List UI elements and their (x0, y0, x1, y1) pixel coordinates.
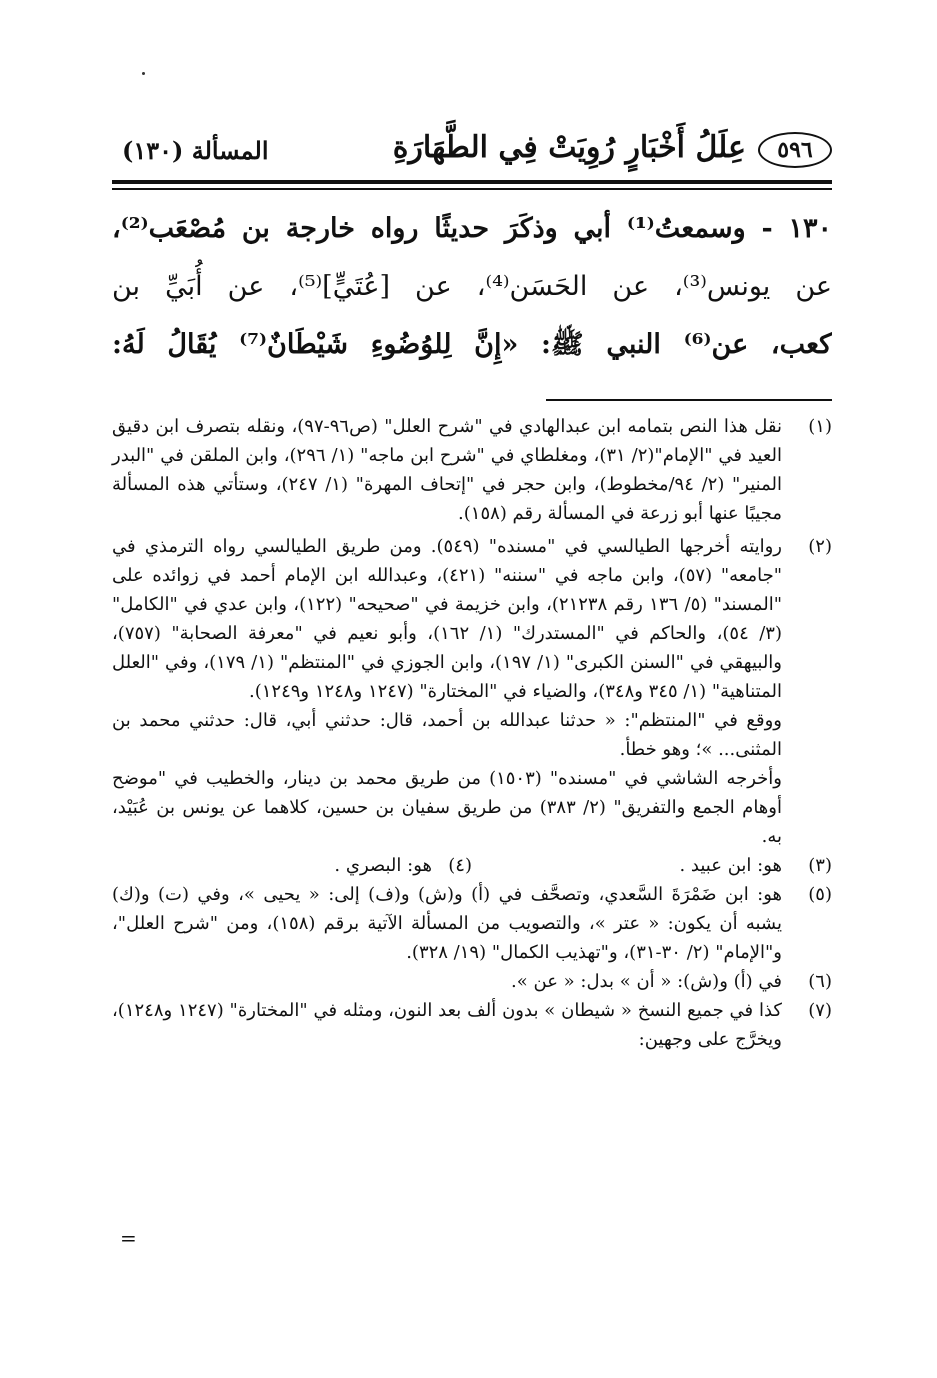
footnote-number: (٥) (808, 884, 832, 905)
main-line: ١٣٠ - وسمعتُ⁽¹⁾ أبي وذكَرَ حديثًا رواه خارجة بن مُصْعَب⁽²⁾، (112, 213, 832, 244)
header-rule-thick (112, 180, 832, 184)
main-line: عن يونس⁽³⁾، عن الحَسَن⁽⁴⁾، عن [عُتَيٍّ]⁽⁵⁾، عن أُبَيِّ بن (112, 271, 832, 302)
footnote-2 (112, 532, 832, 851)
footnote-text: روايته أخرجها الطيالسي في "مسنده" (٥٤٩). ومن طريق الطيالسي رواه الترمذي في "جامعه" (٥٧)، وابن ماجه في "سننه" (٤٢١)، وعبدالله ابن الإمام أحمد في زوائده على "المسند" (٥/ ١٣٦ رقم ٢١٢٣٨)، وابن خزيمة في "صحيحه" (١٢٢)، وابن عدي في "الكامل" (٣/ ٥٤)، والحاكم في "المستدرك" (١/ ١٦٢)، وأبو نعيم في "معرفة الصحابة" (٧٥٧)، والبيهقي في "السنن الكبرى" (١/ ١٩٧)، وابن الجوزي في "المنتظم" (١/ ١٧٩)، وفي "العلل المتناهية" (١/ ٣٤٥ و٣٤٨)، والضياء في "المختارة" (١٢٤٧ و١٢٤٨ و١٢٤٩). (112, 536, 783, 702)
footnote-text: كذا في جميع النسخ « شيطان » بدون ألف بعد النون، ومثله في "المختارة" (١٢٤٧ و١٢٤٨)، ويخرَّج على وجهين: (112, 1000, 782, 1050)
footnote-text: في (أ) و(ش): « أن » بدل: « عن ». (511, 971, 782, 992)
footnote-6 (112, 967, 832, 996)
issue-label: المسألة (١٣٠) (122, 136, 269, 165)
page-number-badge: ٥٩٦ (758, 132, 832, 168)
footnote-number: (٣) (808, 855, 832, 876)
header-rule-thin (112, 188, 832, 190)
footnote-5 (112, 880, 832, 967)
page-header (112, 128, 832, 178)
footnote-separator (546, 399, 832, 401)
footnote-number: (٧) (808, 1000, 832, 1021)
footnotes (112, 412, 832, 1054)
main-line: كعب، عن⁽⁶⁾ النبي ﷺ: «إِنَّ لِلوُضُوءِ شَيْطَانٌ⁽⁷⁾ يُقَالُ لَهُ: (112, 329, 832, 360)
footnote-number: (٤) (448, 855, 472, 876)
main-text (112, 200, 832, 374)
footnote-text: هو: البصري . (334, 855, 432, 876)
scan-speck (142, 72, 145, 75)
footnote-text: نقل هذا النص بتمامه ابن عبدالهادي في "شرح العلل" (ص٩٦-٩٧)، ونقله بتصرف ابن دقيق العيد في "الإمام"(٢/ ٣١)، ومغلطاي في "شرح ابن ماجه" (١/ ٢٩٦)، وابن الملقن في "البدر المنير" (٢/ ٩٤/مخطوط)، وابن حجر في "إتحاف المهرة" (١/ ٢٤٧)، وستأتي هذه المسألة مجيبًا عنها أبو زرعة في المسألة رقم (١٥٨). (112, 416, 783, 524)
book-title: عِلَلُ أَخْبَارٍ رُوِيَتْ فِي الطَّهَارَةِ (392, 130, 746, 165)
footnote-number: (٦) (808, 971, 832, 992)
footnote-3-4 (112, 851, 832, 880)
footnote-number: (١) (808, 416, 832, 437)
footnote-text: هو: ابن ضَمْرَةَ السَّعدي، وتصحَّف في (أ) و(ش) و(ف) إلى: « يحيى »، وفي (ت) و(ك) يشبه أن يكون: « عتر »، والتصويب من المسألة الآتية برقم (١٥٨)، ومن "شرح العلل"، و"الإمام" (٢/ ٣٠-٣١)، و"تهذيب الكمال" (١٩/ ٣٢٨). (112, 884, 782, 963)
footnote-extra: ووقع في "المنتظم": « حدثنا عبدالله بن أحمد، قال: حدثني أبي، قال: حدثني محمد بن المثنى... »؛ وهو خطأ. (112, 710, 782, 760)
footnote-extra: وأخرجه الشاشي في "مسنده" (١٥٠٣) من طريق محمد بن دينار، والخطيب في "موضح أوهام الجمع والتفريق" (٢/ ٣٨٣) من طريق سفيان بن حسين، كلاهما عن يونس بن عُبَيْد، به. (112, 768, 782, 847)
continuation-mark: = (120, 1226, 137, 1250)
footnote-text: هو: ابن عبيد . (679, 855, 782, 876)
footnote-7 (112, 996, 832, 1054)
footnote-number: (٢) (808, 536, 832, 557)
footnote-1 (112, 412, 832, 528)
